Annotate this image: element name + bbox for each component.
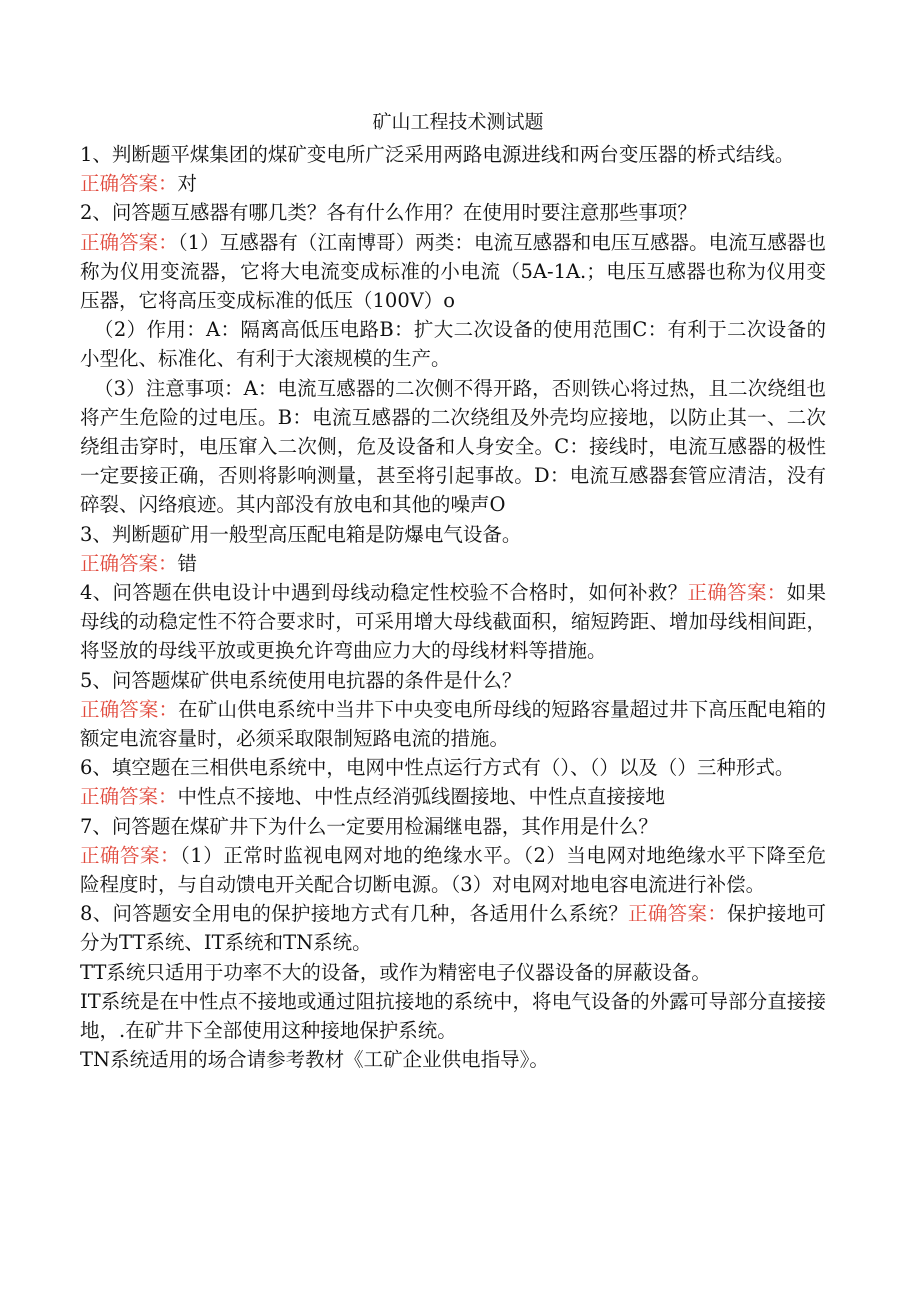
- answer-8-tn-line: TN系统适用的场合请参考教材《工矿企业供电指导》。: [80, 1048, 549, 1072]
- answer-3-text: 错: [177, 551, 198, 575]
- answer-8-text: 保护接地可分为TT系统、IT系统和TN系统。: [80, 902, 826, 955]
- answer-label: 正确答案：: [80, 697, 179, 721]
- question-4-text: 4、问答题在供电设计中遇到母线动稳定性校验不合格时，如何补救？: [80, 581, 688, 605]
- answer-label: 正确答案：: [80, 172, 178, 196]
- answer-7-text: （1）正常时监视电网对地的绝缘水平。（2）当电网对地绝缘水平下降至危险程度时，与自动馈电开关配合切断电源。（3）对电网对地电容电流进行补偿。: [80, 843, 826, 897]
- answer-8-tt-line: TT系统只适用于功率不大的设备，或作为精密电子仪器设备的屏蔽设备。: [80, 960, 711, 984]
- answer-8-it-line: IT系统是在中性点不接地或通过阻抗接地的系统中，将电气设备的外露可导部分直接接地，.在矿井下全部使用这种接地保护系统。: [80, 989, 826, 1043]
- page-title: 矿山工程技术测试题: [372, 111, 544, 133]
- question-8-text: 8、问答题安全用电的保护接地方式有几种，各适用什么系统？: [80, 902, 629, 926]
- answer-label: 正确答案：: [687, 581, 787, 605]
- answer-2-part-3: （3）注意事项：A：电流互感器的二次侧不得开路，否则铁心将过热，且二次绕组也将产生危险的过电压。B：电流互感器的二次绕组及外壳均应接地，以防止其一、二次绕组击穿时，电压窜入二次侧，危及设备和人身安全。C：接线时，电流互感器的极性一定要接正确，否则将影响测量，甚至将引起事故。D：电流互感器套管应清洁，没有碎裂、闪络痕迹。其内部没有放电和其他的噪声O: [80, 376, 826, 517]
- answer-label: 正确答案：: [80, 843, 181, 867]
- question-7: 7、问答题在煤矿井下为什么一定要用检漏继电器，其作用是什么？: [80, 814, 658, 838]
- answer-6: [80, 782, 826, 811]
- answer-5-text: 在矿山供电系统中当井下中央变电所母线的短路容量超过井下高压配电箱的额定电流容量时，必须采取限制短路电流的措施。: [80, 697, 826, 751]
- answer-2-part-1-text: （1）互感器有（江南博哥）两类：电流互感器和电压互感器。电流互感器也称为仪用变流器，它将大电流变成标准的小电流（5A-1A.；电压互感器也称为仪用变压器，它将高压变成标准的低压（100V）o: [80, 230, 826, 313]
- question-2: 2、问答题互感器有哪几类？各有什么作用？在使用时要注意那些事项？: [80, 201, 697, 225]
- answer-label: 正确答案：: [80, 785, 178, 809]
- question-5: 5、问答题煤矿供电系统使用电抗器的条件是什么？: [80, 668, 522, 692]
- answer-1: [80, 169, 826, 198]
- question-8: [80, 899, 826, 957]
- answer-6-text: 中性点不接地、中性点经消弧线圈接地、中性点直接接地: [177, 785, 666, 809]
- question-4: [80, 578, 826, 666]
- answer-label: 正确答案：: [80, 230, 178, 254]
- answer-label: 正确答案：: [80, 551, 178, 575]
- question-6: 6、填空题在三相供电系统中，电网中性点运行方式有（）、（）以及（）三种形式。: [80, 756, 795, 780]
- answer-label: 正确答案：: [628, 902, 728, 926]
- answer-3: [80, 549, 826, 578]
- answer-1-text: 对: [177, 172, 198, 196]
- answer-2-part-2: （2）作用：A：隔离高低压电路B：扩大二次设备的使用范围C：有利于二次设备的小型化、标准化、有利于大滚规模的生产。: [80, 318, 826, 371]
- answer-7: [80, 841, 826, 899]
- answer-5: [80, 695, 826, 753]
- question-1: 1、判断题平煤集团的煤矿变电所广泛采用两路电源进线和两台变压器的桥式结线。: [80, 143, 795, 166]
- answer-4-text: 如果母线的动稳定性不符合要求时，可采用增大母线截面积，缩短跨距、增加母线相间距，将竖放的母线平放或更换允许弯曲应力大的母线材料等措施。: [80, 581, 826, 663]
- answer-2-part-1: [80, 228, 826, 316]
- question-3: 3、判断题矿用一般型高压配电箱是防爆电气设备。: [80, 522, 522, 546]
